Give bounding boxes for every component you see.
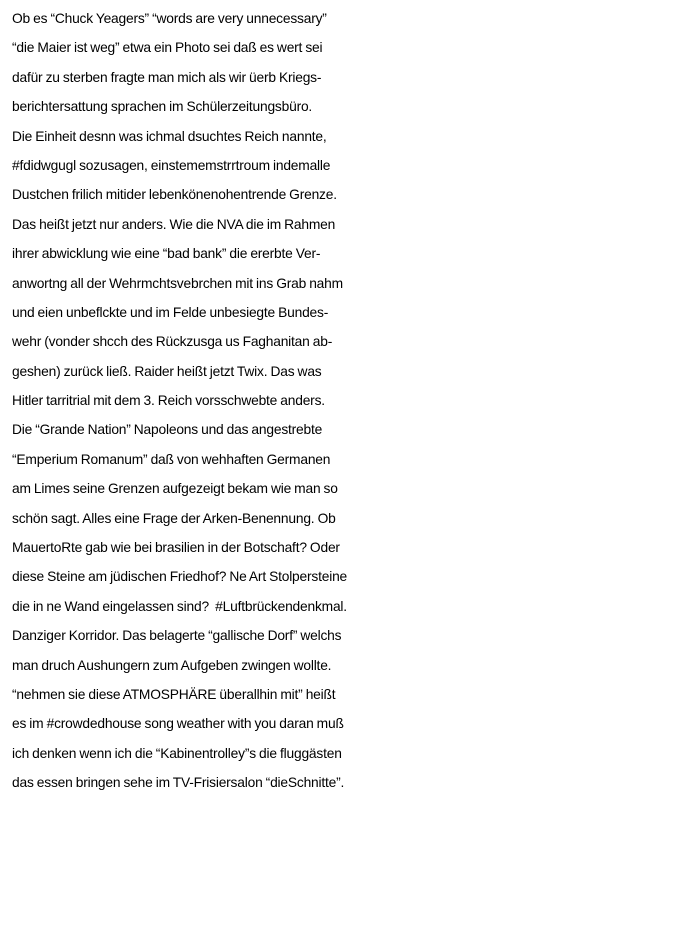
text-line: “nehmen sie diese ATMOSPHÄRE überallhin mit” heißt [12,686,336,702]
text-line: Das heißt jetzt nur anders. Wie die NVA die im Rahmen [12,216,336,232]
text-line: “die Maier ist weg” etwa ein Photo sei daß es wert sei [12,40,323,56]
text-line: schön sagt. Alles eine Frage der Arken-Benennung. Ob [12,510,336,526]
text-line: am Limes seine Grenzen aufgezeigt bekam wie man so [12,481,338,497]
text-line: Die “Grande Nation” Napoleons und das angestrebte [12,422,323,438]
text-line: das essen bringen sehe im TV-Frisiersalon “dieSchnitte”. [12,775,345,791]
text-line: MauertoRte gab wie bei brasilien in der Botschaft? Oder [12,540,340,556]
text-line: #fdidwgugl sozusagen, einstememstrrtroum indemalle [12,157,331,173]
text-line: Danziger Korridor. Das belagerte “gallische Dorf” welchs [12,628,342,644]
text-body [12,4,684,798]
text-line: diese Steine am jüdischen Friedhof? Ne Art Stolpersteine [12,569,348,585]
text-line: berichtersattung sprachen im Schülerzeitungsbüro. [12,99,313,115]
text-line: Ob es “Chuck Yeagers” “words are very unnecessary” [12,11,327,26]
text-line: Hitler tarritrial mit dem 3. Reich vorsschwebte anders. [12,393,325,409]
text-line: “Emperium Romanum” daß von wehhaften Germanen [12,451,331,467]
text-line: dafür zu sterben fragte man mich als wir üerb Kriegs- [12,69,322,85]
text-line: ich denken wenn ich die “Kabinentrolley”s die fluggästen [12,745,342,761]
text-line: wehr (vonder shcch des Rückzusga us Faghanitan ab- [12,334,333,350]
text-line: Dustchen frilich mitider lebenkönenohentrende Grenze. [12,187,337,203]
text-line: Die Einheit desnn was ichmal dsuchtes Reich nannte, [12,128,327,144]
text-line: anwortng all der Wehrmchtsvebrchen mit ins Grab nahm [12,275,343,291]
text-line: die in ne Wand eingelassen sind? #Luftbrückendenkmal. [12,598,347,614]
text-line: ihrer abwicklung wie eine “bad bank” die ererbte Ver- [12,246,321,262]
text-line: und eien unbeflckte und im Felde unbesiegte Bundes- [12,304,329,320]
text-line: es im #crowdedhouse song weather with you daran muß [12,716,344,732]
text-line: man druch Aushungern zum Aufgeben zwingen wollte. [12,657,332,673]
text-line: geshen) zurück ließ. Raider heißt jetzt Twix. Das was [12,363,322,379]
